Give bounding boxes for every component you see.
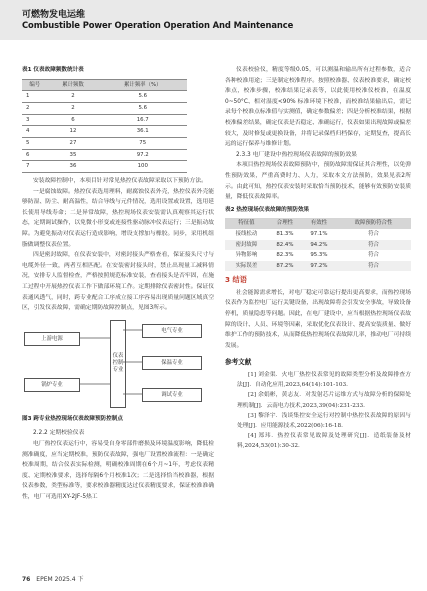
page-footer (22, 574, 83, 583)
table-cell: 5.6 (98, 91, 187, 103)
figure-3-caption: 图3 跨专业热控现场仪表故障预防控制点 (22, 415, 123, 422)
figure-box-electrical: 电气专业 (142, 324, 202, 338)
table2-header: 合理性 (268, 218, 302, 229)
reference-item: [1] 刘金渠．火电厂热控仪表常见的故障类型分析及故障排查方法[J]．自动化应用,2023,64(14):101-103. (237, 372, 411, 389)
table1-header-row (22, 79, 187, 91)
table-row (225, 261, 411, 272)
table-cell: 符合 (336, 261, 411, 272)
table1-header: 累计频数 (48, 79, 99, 91)
table-cell: 35 (48, 149, 99, 161)
table-row (22, 91, 187, 103)
table-row (225, 240, 411, 251)
section-2-2-2-heading: 2.2.2 定期校验仪表 (33, 430, 85, 437)
table-cell: 100 (98, 161, 187, 173)
table1 (22, 79, 187, 174)
section-2-3-3-heading: 2.3.3 电厂建设中热控现场仪表故障的预防效果 (236, 151, 357, 158)
table-cell: 符合 (336, 250, 411, 261)
table2-caption: 表2 热控现场仪表故障的预防效果 (225, 206, 310, 213)
figure-box-power: 上游电源 (24, 332, 80, 346)
table2-header: 有效性 (302, 218, 336, 229)
table2-header: 故障预防符合性 (336, 218, 411, 229)
table-cell: 82.3% (268, 250, 302, 261)
left-column (22, 65, 214, 503)
right-column (225, 65, 411, 452)
left-paragraph-1: 安装故障控制中，本项目针对常见热控仪表故障采取以下预防方法。 (33, 178, 207, 185)
table-row (22, 102, 187, 114)
table-cell: 接线松动 (225, 229, 268, 240)
journal-issue: EPEM 2025.4 下 (36, 576, 84, 583)
table-row (22, 138, 187, 150)
table-cell: 97.2% (302, 261, 336, 272)
figure-box-center: 仪表控制专业 (110, 320, 126, 408)
figure-box-boiler: 锅炉专业 (24, 378, 80, 392)
table-row (22, 161, 187, 173)
table-cell: 94.2% (302, 240, 336, 251)
figure-3 (22, 318, 214, 412)
table-cell: 95.3% (302, 250, 336, 261)
table-cell: 密封故障 (225, 240, 268, 251)
table-row (22, 126, 187, 138)
references-heading: 参考文献 (225, 358, 252, 367)
table2-header: 特征值 (225, 218, 268, 229)
table-cell: 实际误差 (225, 261, 268, 272)
reference-item: [2] 余娟彬，黄志友．对发射芯片运维方式与故障分析的保障处理机制[J]．云南电力技术,2023,39(04):231-233. (237, 392, 411, 409)
table-cell: 2 (48, 91, 99, 103)
table-row (225, 229, 411, 240)
section-3-heading: 3 结语 (225, 275, 247, 285)
table-cell: 75 (98, 138, 187, 150)
left-paragraph-4: 电厂热控仪表运行中，容易受自身零部件磨损及环境温度影响，降低检测准确度，应当定期校准，预防仪表故障，强电厂设置校准流程：一是确定校准周期，结合仪表实际检测，明确校准周期在6个月~1年，考虑仪表精度、定期校准要求，选择每隔6个月校准1次；二是选择恰当校准器，根据仪表参数，类型标准等，要求校准器精度达过仪表精度要求，保证校准准确性，电厂可选用XY-2JF-5热工 (22, 441, 214, 500)
table-cell: 6 (22, 149, 48, 161)
table-cell: 2 (22, 102, 48, 114)
figure-box-insulation: 保温专业 (142, 356, 202, 370)
table-cell: 异物影响 (225, 250, 268, 261)
table-cell: 4 (22, 126, 48, 138)
table-row (22, 149, 187, 161)
left-paragraph-2: 一是腐蚀故障。热控仪表选用理料，耐腐蚀仪表外壳，热控仪表外壳能够防湿、防尘、耐高温性，结合导线与元件情况，选用设置或设置，选用延长使用导线寿命；二是异常故障，热控现场仪表安装需认真观察其运行状态，定期调试操作，以免微小形变或连接性驱动脉冲仪表运行；三是振动故障。为避免振动对仪表运行造成影响，增设支撑加与橡胶。同步，采用机组脂做调整仪表位置。 (22, 188, 214, 248)
right-paragraph-1: 仪表校验仪，精度等级0.05，可以测温和输出所有过程参数，适合各种校准用途；三是制定校准程序。按照校准器、仪表校准要求，确定校准点，校准步骤，校准结果记录表等，以此使用校准仪校准，在温度0~50°C、相对湿度<90% 标准环境下校准，而校准结果输出后，需记录每个校准点标准值与实测值，确定参数偏差；四是分析校准结果，根据校准偏差结果，确定仪表是否稳定、准确运行，仪表如果出现故障或偏差较大，及时修复或更换设备，并将记录保档归档保存，定期复查，提高长远的运行保养与维修计划。 (225, 67, 411, 148)
table2 (225, 218, 411, 271)
table-cell: 16.7 (98, 114, 187, 126)
table-cell: 82.4% (268, 240, 302, 251)
table-row (22, 114, 187, 126)
table-row (225, 250, 411, 261)
header-en-title: Combustible Power Operation Operation And Maintenance (22, 20, 294, 30)
table-cell: 5.6 (98, 102, 187, 114)
table-cell: 7 (22, 161, 48, 173)
reference-item: [3] 黎泽宇．浅谈集控安全运行对控制中热控仪表故障的原因与处理[J]．应用能源技术,2022(06):16-18. (237, 412, 411, 430)
table-cell: 36 (48, 161, 99, 173)
table-cell: 3 (22, 114, 48, 126)
table-cell: 27 (48, 138, 99, 150)
table-cell: 符合 (336, 229, 411, 240)
table-cell: 36.1 (98, 126, 187, 138)
table1-header: 累计频率（%） (98, 79, 187, 91)
right-paragraph-2: 本项目热控现场仪表故障预防中，预防故障需保证其合理性，以免弹性预防效果，严重高费时力、人力，采取本文方法预防，效果见表2所示。由此可知，热控仪表安装时采取恰当预防技术，能够有效预防安装质量，降低仪表故障率。 (225, 162, 411, 201)
right-paragraph-3: 社会能源需求增长，对电厂稳定可靠运行提出更高要求，而热控现场仪表作为监控电厂运行关键设备，出现故障将会引发安全事故，导致设备停机，质量隐患等问题。因此，在电厂建设中，应当根据热控现场仪表故障的设计、人员、环境等因素，采取优化仪表设计、提高安装质量、做好维护工作的预防技术，从而降低热控现场仪表故障几率，推动电厂可持续发展。 (225, 289, 411, 349)
table-cell: 97.1% (302, 229, 336, 240)
page-header (0, 0, 427, 40)
figure-box-debug: 调试专业 (142, 388, 202, 402)
table-cell: 5 (22, 138, 48, 150)
left-paragraph-3: 四是密封故障，在仪表安装中，对密封接头严格查看，保证接头尺寸与电缆外径一致，两者互相匹配。在安装密封接头时，禁止出现量工减料情况，安排专人监督检查，严格按照规范标准安装，查看接头是否牢固，在施工过程中开展热控仪表工作下做部环境工作。定期排除仪表密封性。保证仪表通风透气，同时，跨专业配合工序成立接工序容易出现质量问题区域真空区，引发仪表故障，需确定期防故障控制点，见图3所示。 (22, 252, 214, 312)
table-cell: 97.2 (98, 149, 187, 161)
table-cell: 87.2% (268, 261, 302, 272)
table1-caption: 表1 仪表故障频数统计表 (22, 67, 84, 73)
page-number: 76 (22, 576, 31, 583)
table-cell: 6 (48, 114, 99, 126)
table-cell: 符合 (336, 240, 411, 251)
header-cn-title: 可燃物发电运维 (22, 10, 86, 20)
table-cell: 12 (48, 126, 99, 138)
table-cell: 1 (22, 91, 48, 103)
reference-item: [4] 郑玮．热控仪表常见故障及处理研究[J]．造纸装备及材料,2024,53(01):30-32. (237, 433, 411, 450)
table1-header: 编号 (22, 79, 48, 91)
table2-header-row (225, 218, 411, 229)
table-cell: 81.3% (268, 229, 302, 240)
table-cell: 2 (48, 102, 99, 114)
